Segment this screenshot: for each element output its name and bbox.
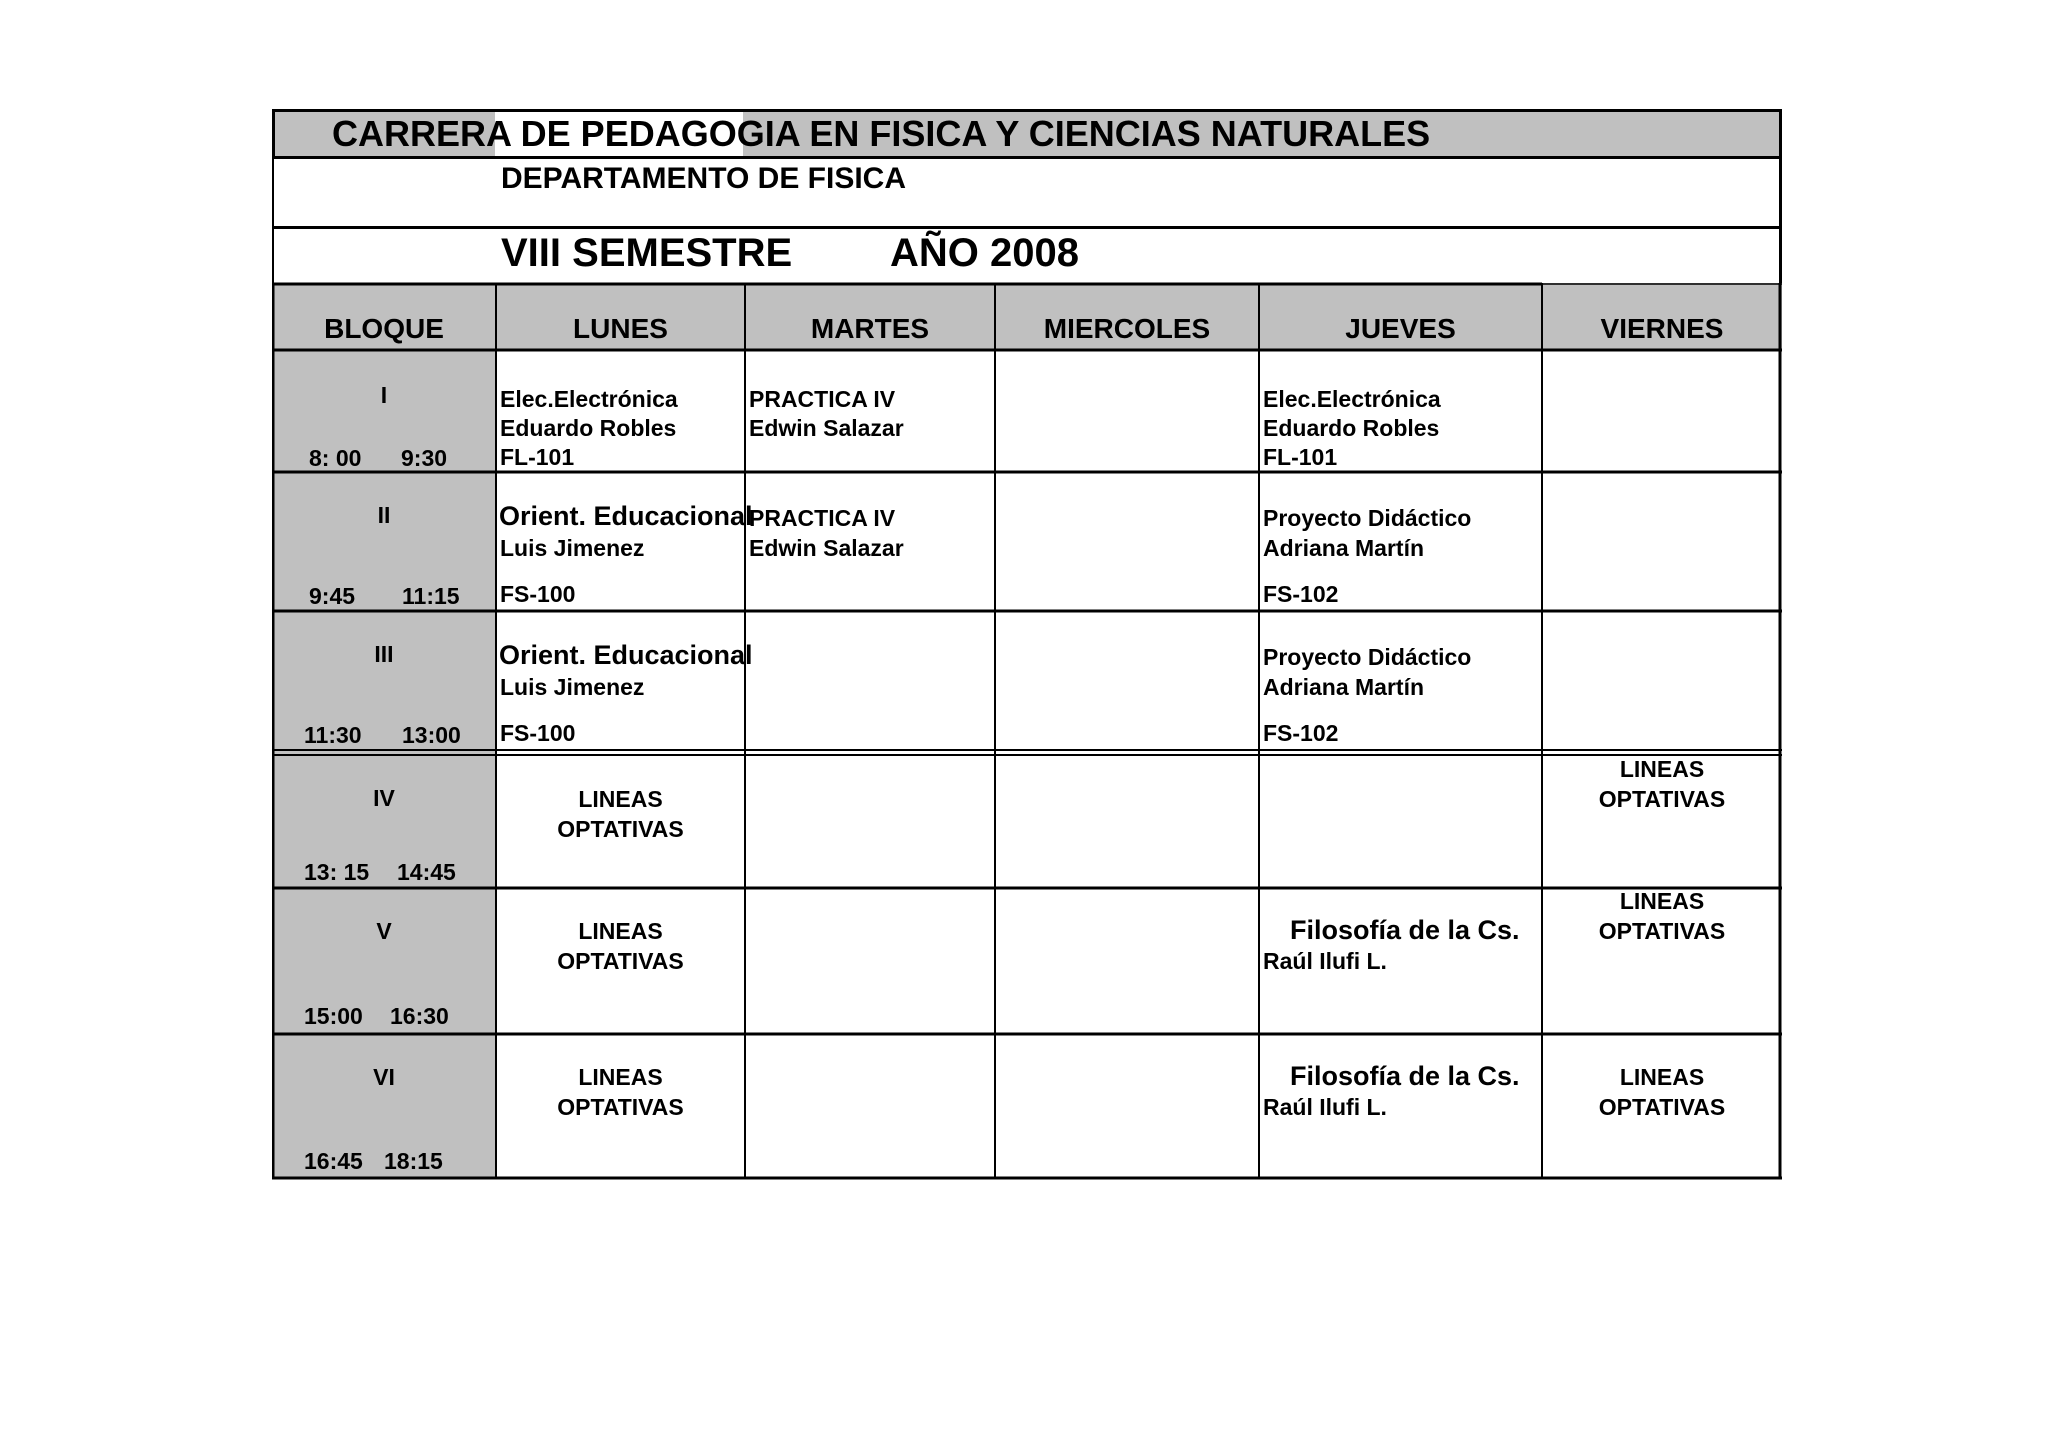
block-start: 11:30: [304, 722, 362, 748]
block-end: 14:45: [397, 859, 456, 885]
teacher-name: Eduardo Robles: [1263, 415, 1440, 441]
course-name: PRACTICA IV: [749, 505, 896, 531]
room-code: FS-100: [500, 581, 576, 607]
schedule-sheet: [272, 109, 1782, 1180]
optativas-line2: OPTATIVAS: [1598, 1094, 1726, 1120]
course-name: Orient. Educacional: [499, 501, 753, 531]
room-code: FS-100: [500, 720, 576, 746]
course-name: Proyecto Didáctico: [1263, 644, 1472, 670]
block-id: I: [380, 382, 388, 408]
teacher-name: Adriana Martín: [1263, 674, 1425, 700]
col-header-miercoles: MIERCOLES: [1043, 313, 1211, 344]
block-id: III: [374, 641, 394, 667]
optativas-line2: OPTATIVAS: [557, 816, 684, 842]
room-code: FS-102: [1263, 720, 1339, 746]
block-start: 9:45: [309, 583, 356, 609]
col-header-jueves: JUEVES: [1345, 313, 1456, 344]
col-header-lunes: LUNES: [573, 313, 668, 344]
course-name: Orient. Educacional: [499, 640, 753, 670]
optativas-line2: OPTATIVAS: [1598, 918, 1726, 944]
course-name: Filosofía de la Cs.: [1290, 915, 1520, 945]
course-name: Elec.Electrónica: [1263, 386, 1441, 412]
room-code: FS-102: [1263, 581, 1339, 607]
room-code: FL-101: [500, 444, 575, 470]
optativas-line2: OPTATIVAS: [1598, 786, 1726, 812]
block-end: 16:30: [390, 1003, 449, 1029]
col-header-bloque: BLOQUE: [324, 313, 444, 344]
col-header-viernes: VIERNES: [1600, 313, 1724, 344]
block-start: 16:45: [304, 1148, 363, 1174]
optativas-line1: LINEAS: [1619, 888, 1705, 914]
department-label: DEPARTAMENTO DE FISICA: [501, 162, 907, 195]
optativas-line1: LINEAS: [578, 1064, 663, 1090]
block-id: IV: [373, 785, 395, 811]
teacher-name: Luis Jimenez: [500, 535, 645, 561]
block-id: V: [376, 918, 392, 944]
course-name: Filosofía de la Cs.: [1290, 1061, 1520, 1091]
optativas-line1: LINEAS: [578, 918, 663, 944]
teacher-name: Raúl Ilufi L.: [1263, 948, 1387, 974]
teacher-name: Raúl Ilufi L.: [1263, 1094, 1387, 1120]
teacher-name: Eduardo Robles: [500, 415, 677, 441]
block-end: 9:30: [401, 445, 448, 471]
block-end: 11:15: [402, 583, 460, 609]
optativas-line2: OPTATIVAS: [557, 948, 684, 974]
semester-label: VIII SEMESTRE: [501, 231, 793, 275]
teacher-name: Edwin Salazar: [749, 535, 904, 561]
year-label: AÑO 2008: [890, 231, 1079, 275]
block-id: VI: [373, 1064, 395, 1090]
teacher-name: Luis Jimenez: [500, 674, 645, 700]
col-header-martes: MARTES: [810, 313, 930, 344]
block-end: 13:00: [402, 722, 461, 748]
block-start: 13: 15: [304, 859, 370, 885]
block-end: 18:15: [384, 1148, 443, 1174]
page-title: CARRERA DE PEDAGOGIA EN FISICA Y CIENCIAS NATURALES: [332, 113, 1431, 154]
course-name: Elec.Electrónica: [500, 386, 678, 412]
course-name: PRACTICA IV: [749, 386, 896, 412]
teacher-name: Adriana Martín: [1263, 535, 1425, 561]
room-code: FL-101: [1263, 444, 1338, 470]
block-start: 8: 00: [309, 445, 362, 471]
block-start: 15:00: [304, 1003, 363, 1029]
block-id: II: [377, 502, 391, 528]
optativas-line1: LINEAS: [1619, 756, 1705, 782]
optativas-line2: OPTATIVAS: [557, 1094, 684, 1120]
optativas-line1: LINEAS: [1619, 1064, 1705, 1090]
teacher-name: Edwin Salazar: [749, 415, 904, 441]
course-name: Proyecto Didáctico: [1263, 505, 1472, 531]
optativas-line1: LINEAS: [578, 786, 663, 812]
